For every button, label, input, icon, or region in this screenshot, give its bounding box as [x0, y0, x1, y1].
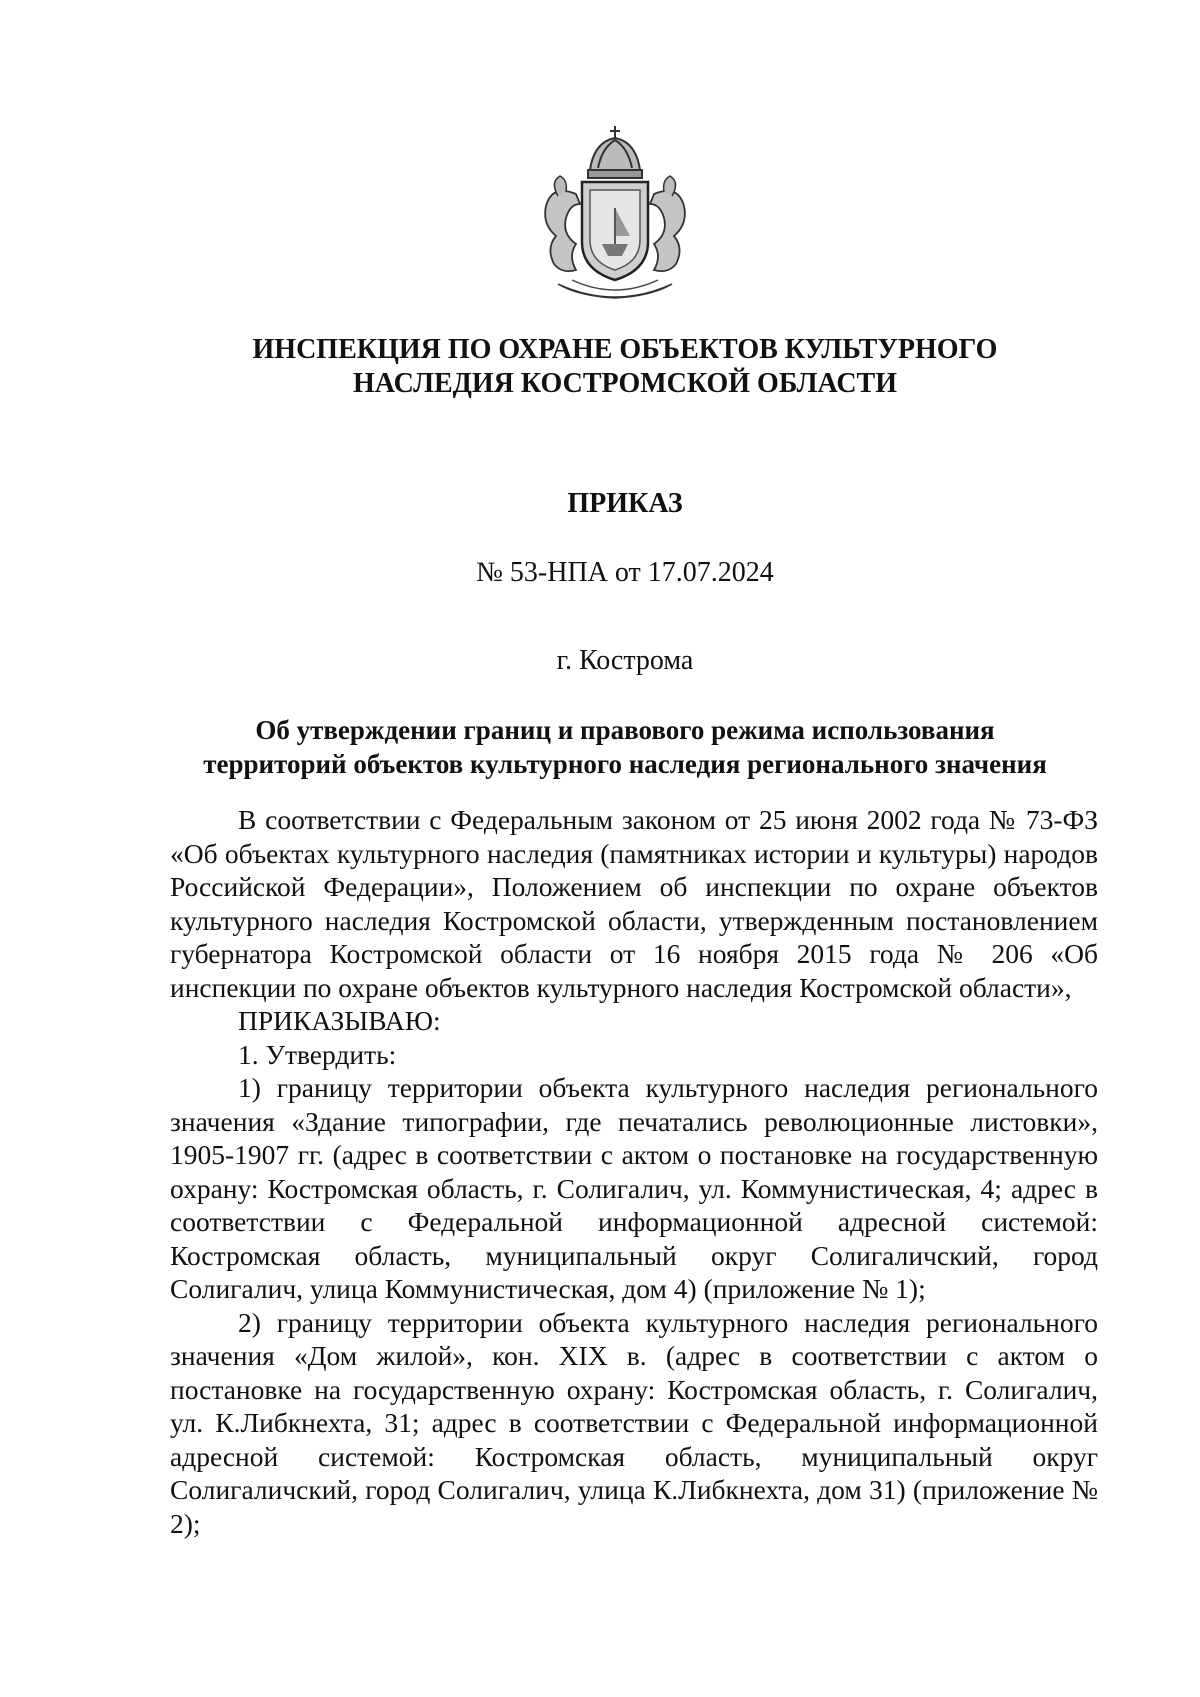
document-type: ПРИКАЗ	[567, 488, 683, 519]
organization-title-line-1: ИНСПЕКЦИЯ ПО ОХРАНЕ ОБЪЕКТОВ КУЛЬТУРНОГО	[252, 334, 998, 365]
organization-title-line-2: НАСЛЕДИЯ КОСТРОМСКОЙ ОБЛАСТИ	[352, 368, 898, 399]
document-body	[170, 803, 1098, 1540]
subitem-1: 1) границу территории объекта культурного наследия регионального значения «Здание типографии, где печатались революционные листовки», 1905-1907 гг. (адрес в соответствии с актом о постановке на государственную охрану: Костромская область, г. Солигалич, ул. Коммунистическая, 4; адрес в соответствии с Федеральной информационной адресной системой: Костромская область, муниципальный округ Солигаличский, город Солигалич, улица Коммунистическая, дом 4) (приложение № 1);	[170, 1072, 1098, 1304]
order-word: ПРИКАЗЫВАЮ:	[238, 1005, 441, 1036]
kostroma-coat-of-arms-icon	[532, 124, 698, 310]
item-1: 1. Утвердить:	[238, 1038, 397, 1070]
document-city: г. Кострома	[556, 645, 694, 676]
preamble-paragraph: В соответствии с Федеральным законом от 25 июня 2002 года № 73-ФЗ «Об объектах культурного наследия (памятниках истории и культуры) народов Российской Федерации», Положением об инспекции по охране объектов культурного наследия Костромской области, утвержденным постановлением губернатора Костромской области от 16 ноября 2015 года № 206 «Об инспекции по охране объектов культурного наследия Костромской области»,	[170, 804, 1098, 1003]
organization-title	[160, 333, 1090, 401]
document-subject-line-2: территорий объектов культурного наследия регионального значения	[203, 749, 1047, 779]
document-subject-line-1: Об утверждении границ и правового режима использования	[255, 715, 995, 745]
subitem-2: 2) границу территории объекта культурного наследия регионального значения «Дом жилой», кон. XIX в. (адрес в соответствии с актом о постановке на государственную охрану: Костромская область, г. Солигалич, ул. К.Либкнехта, 31; адрес в соответствии с Федеральной информационной адресной системой: Костромская область, муниципальный округ Солигаличский, город Солигалич, улица К.Либкнехта, дом 31) (приложение № 2);	[170, 1306, 1098, 1539]
document-number: № 53-НПА от 17.07.2024	[476, 557, 774, 588]
document-subject	[160, 713, 1090, 781]
